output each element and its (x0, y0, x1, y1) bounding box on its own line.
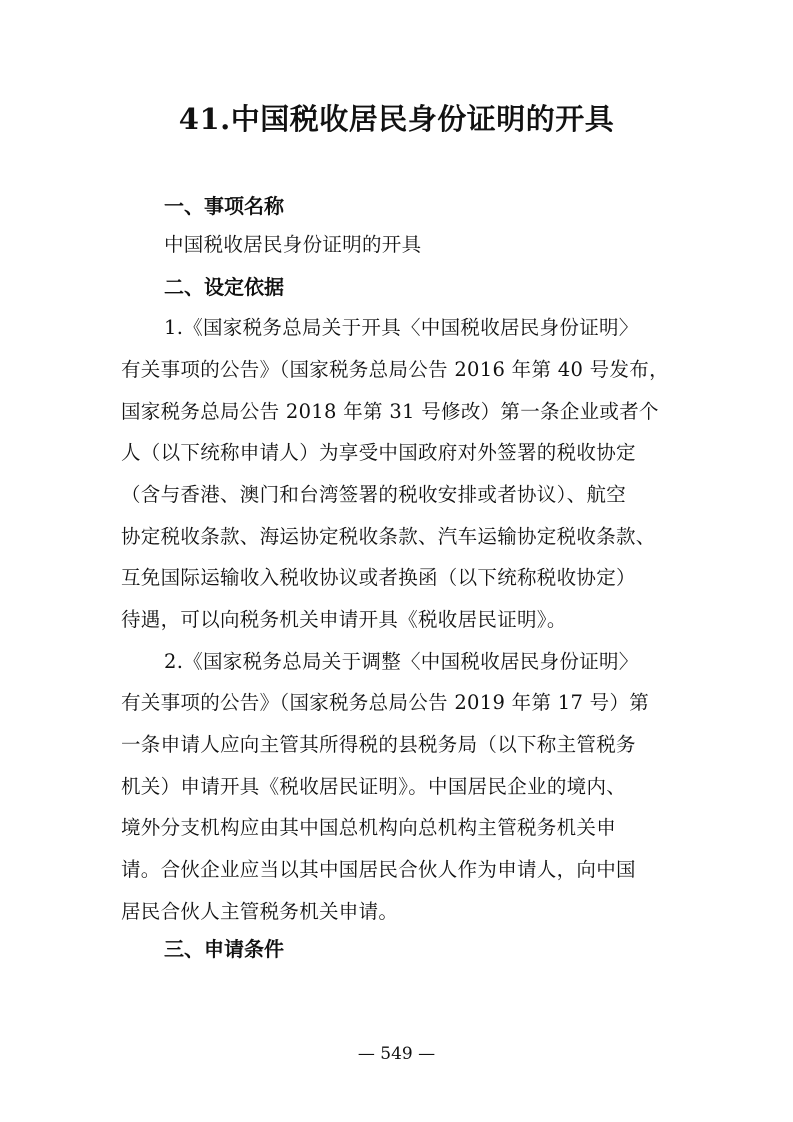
paragraph-line: 有关事项的公告》（国家税务总局公告 2019 年第 17 号）第 (121, 691, 650, 714)
paragraph-line: 中国税收居民身份证明的开具 (164, 233, 422, 256)
paragraph-line: （含与香港、澳门和台湾签署的税收安排或者协议）、航空 (121, 483, 627, 506)
paragraph-line: 待遇，可以向税务机关申请开具《税收居民证明》。 (121, 608, 567, 631)
document-title: 41.中国税收居民身份证明的开具 (178, 102, 615, 136)
section-heading-item-name: 一、事项名称 (164, 194, 284, 218)
paragraph-line: 境外分支机构应由其中国总机构向总机构主管税务机关申 (121, 816, 617, 839)
section-heading-legal-basis: 二、设定依据 (164, 275, 284, 299)
paragraph-line: 居民合伙人主管税务机关申请。 (121, 900, 399, 923)
section-heading-application-conditions: 三、申请条件 (164, 937, 284, 961)
paragraph-line: 1.《国家税务总局关于开具〈中国税收居民身份证明〉 (164, 316, 639, 339)
paragraph-line: 国家税务总局公告 2018 年第 31 号修改）第一条企业或者个 (121, 400, 659, 423)
paragraph-line: 人（以下统称申请人）为享受中国政府对外签署的税收协定 (121, 441, 636, 464)
paragraph-line: 一条申请人应向主管其所得税的县税务局（以下称主管税务 (121, 733, 636, 756)
paragraph-line: 有关事项的公告》（国家税务总局公告 2016 年第 40 号发布， (121, 358, 669, 381)
paragraph-line: 2.《国家税务总局关于调整〈中国税收居民身份证明〉 (164, 650, 639, 673)
page-number: — 549 — (357, 1044, 436, 1064)
paragraph-line: 机关）申请开具《税收居民证明》。中国居民企业的境内、 (121, 775, 627, 798)
paragraph-line: 协定税收条款、海运协定税收条款、汽车运输协定税收条款、 (121, 525, 656, 548)
paragraph-line: 互免国际运输收入税收协议或者换函（以下统称税收协定） (121, 566, 636, 589)
paragraph-line: 请。合伙企业应当以其中国居民合伙人作为申请人，向中国 (121, 858, 636, 881)
